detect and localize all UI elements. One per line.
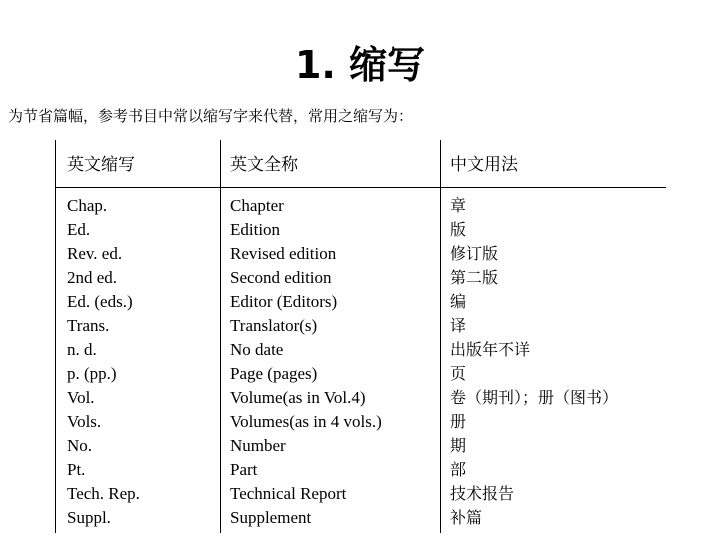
full-name-cell: Edition bbox=[230, 220, 281, 239]
full-name-cell: Editor (Editors) bbox=[230, 292, 338, 311]
chinese-usage-cell: 技术报告 bbox=[450, 484, 515, 503]
page-title: 1. 缩写 bbox=[294, 43, 426, 87]
chinese-usage-cell: 期 bbox=[450, 436, 467, 455]
abbreviation-cell: Rev. ed. bbox=[67, 244, 123, 263]
abbreviation-cell: Trans. bbox=[67, 316, 110, 335]
chinese-usage-cell: 部 bbox=[450, 460, 467, 479]
column-divider-1 bbox=[220, 140, 221, 533]
chinese-usage-cell: 页 bbox=[450, 364, 467, 383]
chinese-usage-cell: 第二版 bbox=[450, 268, 499, 287]
header-full-name: 英文全称 bbox=[230, 155, 298, 175]
column-divider-2 bbox=[440, 140, 441, 533]
abbreviation-cell: p. (pp.) bbox=[67, 364, 117, 383]
chinese-usage-cell: 册 bbox=[450, 412, 467, 431]
intro-text: 为节省篇幅，参考书目中常以缩写字来代替，常用之缩写为： bbox=[8, 107, 414, 125]
full-name-cell: Number bbox=[230, 436, 286, 455]
full-name-cell: Part bbox=[230, 460, 258, 479]
abbreviation-cell: Vols. bbox=[67, 412, 102, 431]
abbreviation-cell: Chap. bbox=[67, 196, 108, 215]
full-name-cell: Technical Report bbox=[230, 484, 347, 503]
abbreviation-cell: Suppl. bbox=[67, 508, 111, 527]
full-name-cell: Page (pages) bbox=[230, 364, 318, 383]
abbreviation-cell: Tech. Rep. bbox=[67, 484, 140, 503]
header-divider bbox=[55, 187, 666, 188]
chinese-usage-cell: 章 bbox=[450, 196, 467, 215]
full-name-cell: Volumes(as in 4 vols.) bbox=[230, 412, 382, 431]
full-name-cell: Revised edition bbox=[230, 244, 337, 263]
chinese-usage-cell: 译 bbox=[450, 316, 467, 335]
full-name-cell: Second edition bbox=[230, 268, 332, 287]
table-left-border bbox=[55, 140, 56, 533]
abbreviation-cell: Vol. bbox=[67, 388, 95, 407]
abbreviation-cell: Ed. bbox=[67, 220, 91, 239]
column-abbreviation bbox=[67, 194, 140, 530]
abbreviation-cell: No. bbox=[67, 436, 93, 455]
full-name-cell: Supplement bbox=[230, 508, 312, 527]
header-abbreviation: 英文缩写 bbox=[67, 155, 135, 175]
full-name-cell: No date bbox=[230, 340, 284, 359]
full-name-cell: Translator(s) bbox=[230, 316, 318, 335]
chinese-usage-cell: 卷（期刊）；册（图书） bbox=[450, 388, 619, 407]
full-name-cell: Volume(as in Vol.4) bbox=[230, 388, 366, 407]
abbreviation-cell: 2nd ed. bbox=[67, 268, 118, 287]
chinese-usage-cell: 补篇 bbox=[450, 508, 483, 527]
chinese-usage-cell: 出版年不详 bbox=[450, 340, 531, 359]
abbreviation-cell: Pt. bbox=[67, 460, 86, 479]
column-chinese-usage bbox=[450, 194, 618, 530]
column-full-name bbox=[230, 194, 382, 530]
full-name-cell: Chapter bbox=[230, 196, 284, 215]
header-chinese-usage: 中文用法 bbox=[450, 155, 518, 175]
chinese-usage-cell: 修订版 bbox=[450, 244, 499, 263]
abbreviation-cell: Ed. (eds.) bbox=[67, 292, 133, 311]
chinese-usage-cell: 版 bbox=[450, 220, 467, 239]
abbreviation-cell: n. d. bbox=[67, 340, 97, 359]
chinese-usage-cell: 编 bbox=[450, 292, 467, 311]
